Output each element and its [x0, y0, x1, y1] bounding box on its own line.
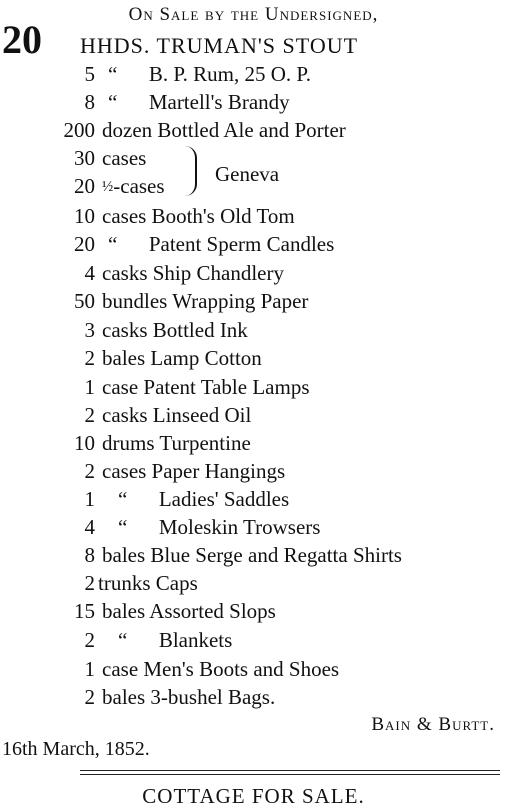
list-item: [0, 316, 507, 344]
bracket-label: Geneva: [215, 162, 280, 186]
list-item: [0, 60, 507, 88]
item-description: HHDS. TRUMAN'S STOUT: [80, 33, 359, 58]
item-description: casks Bottled Ink: [102, 318, 248, 342]
item-quantity: 3: [84, 318, 95, 342]
item-quantity: 8: [84, 543, 95, 567]
item-quantity: 4: [84, 261, 95, 285]
item-description: case Men's Boots and Shoes: [102, 657, 340, 681]
list-item: [0, 457, 507, 485]
item-description: “ Martell's Brandy: [108, 90, 290, 114]
item-description: casks Ship Chandlery: [102, 261, 284, 285]
item-description: bundles Wrapping Paper: [102, 289, 309, 313]
item-quantity: 10: [74, 431, 95, 455]
item-description: case Patent Table Lamps: [102, 375, 310, 399]
item-quantity: 20: [2, 17, 42, 62]
item-quantity: 1: [84, 375, 95, 399]
item-description: dozen Bottled Ale and Porter: [102, 118, 346, 142]
bracket-brace: [185, 146, 197, 196]
item-description: casks Linseed Oil: [102, 403, 252, 427]
list-item: [0, 401, 507, 429]
list-item: [0, 513, 507, 541]
list-item: [0, 88, 507, 116]
item-quantity: 10: [74, 204, 95, 228]
item-description-text: -cases: [113, 174, 165, 198]
item-quantity: 4: [84, 515, 95, 539]
item-quantity: 20: [74, 174, 95, 198]
advert-heading: On Sale by the Undersigned,: [128, 4, 379, 25]
item-quantity: 1: [84, 487, 95, 511]
item-quantity: 30: [74, 146, 95, 170]
list-item: [0, 655, 507, 683]
item-quantity: 50: [74, 289, 95, 313]
item-quantity: 2: [84, 403, 95, 427]
date-line: 16th March, 1852.: [2, 738, 150, 760]
item-description: “ Moleskin Trowsers: [118, 515, 321, 539]
list-item: [0, 116, 507, 144]
list-item: [0, 626, 507, 654]
list-item: [0, 259, 507, 287]
divider: [80, 774, 500, 775]
list-item: [0, 17, 507, 62]
list-item: [0, 373, 507, 401]
list-item: [0, 230, 507, 258]
item-quantity: 5: [84, 62, 95, 86]
item-description: “ Blankets: [118, 628, 233, 652]
item-quantity: 1: [84, 657, 95, 681]
item-description: cases Paper Hangings: [102, 459, 286, 483]
item-quantity: 2: [84, 571, 95, 595]
list-item: [0, 202, 507, 230]
divider: [80, 770, 500, 771]
item-quantity: 2: [84, 628, 95, 652]
list-item: [0, 541, 507, 569]
signature: Bain & Burtt.: [371, 714, 495, 735]
list-item: [0, 569, 507, 597]
list-item: [0, 429, 507, 457]
item-quantity: 20: [74, 232, 95, 256]
list-item: [0, 287, 507, 315]
item-description: cases Booth's Old Tom: [102, 204, 295, 228]
item-description: bales Blue Serge and Regatta Shirts: [102, 543, 402, 567]
item-quantity: 15: [74, 599, 95, 623]
item-description: “ Patent Sperm Candles: [108, 232, 335, 256]
next-advert-heading: COTTAGE FOR SALE.: [142, 784, 365, 808]
list-item: [0, 683, 507, 711]
item-quantity: 2: [84, 346, 95, 370]
list-item: [0, 597, 507, 625]
item-description: cases: [102, 146, 147, 170]
list-item: [0, 344, 507, 372]
item-description: drums Turpentine: [102, 431, 251, 455]
item-quantity: 2: [84, 685, 95, 709]
item-description: trunks Caps: [98, 571, 198, 595]
item-description: [102, 172, 165, 201]
fraction: ½: [102, 179, 114, 195]
item-description: bales 3-bushel Bags.: [102, 685, 276, 709]
list-item: [0, 485, 507, 513]
item-quantity: 2: [84, 459, 95, 483]
item-description: bales Assorted Slops: [102, 599, 276, 623]
item-quantity: 8: [84, 90, 95, 114]
item-quantity: 200: [63, 118, 95, 142]
item-description: “ Ladies' Saddles: [118, 487, 290, 511]
item-description: “ B. P. Rum, 25 O. P.: [108, 62, 312, 86]
item-description: bales Lamp Cotton: [102, 346, 262, 370]
